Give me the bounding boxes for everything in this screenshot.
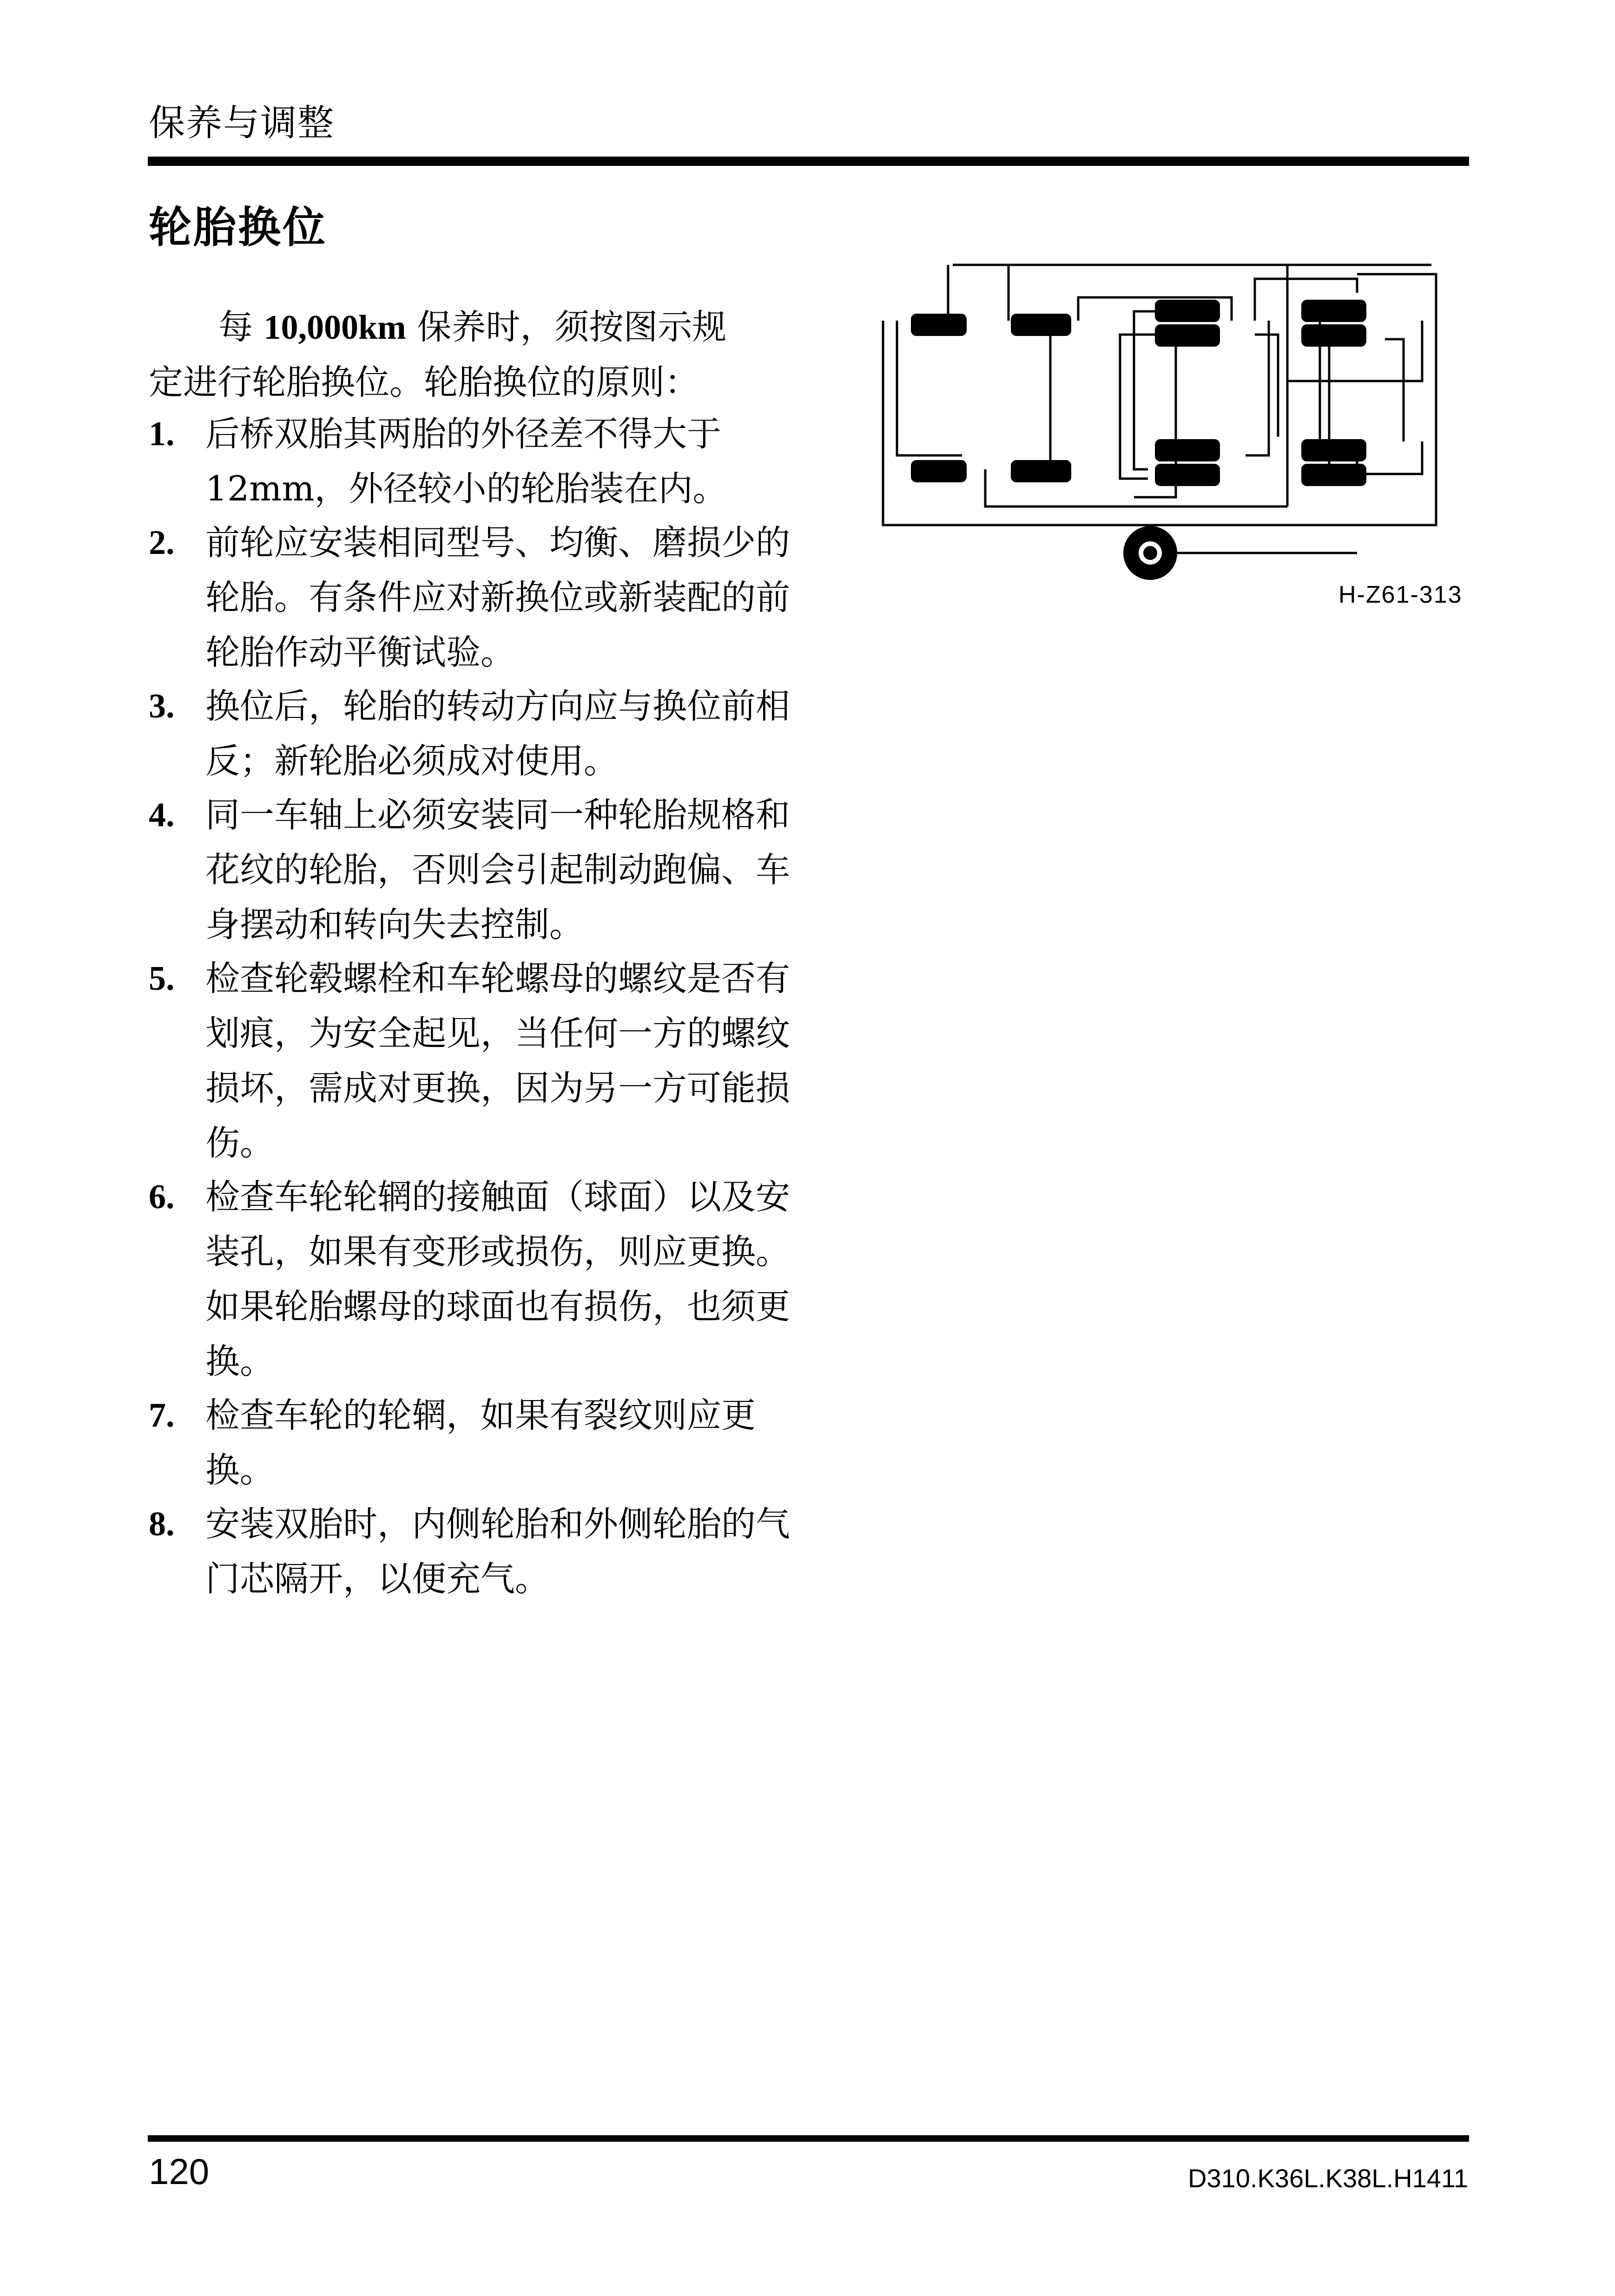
page-number: 120 — [149, 2151, 210, 2192]
tire — [911, 314, 967, 336]
tire — [1155, 464, 1220, 486]
rule-item — [149, 679, 790, 789]
tire — [1301, 324, 1366, 347]
rotation-path — [1385, 339, 1404, 441]
header-rule — [148, 157, 1469, 166]
rule-item — [149, 1497, 790, 1606]
rule-text: 检查车轮的轮辋，如果有裂纹则应更换。 — [205, 1395, 756, 1490]
spare-tire-center — [1143, 546, 1157, 560]
intro-prefix: 每 — [218, 307, 264, 347]
rule-item — [149, 1388, 790, 1498]
rotation-path — [1357, 441, 1422, 474]
tire — [1301, 300, 1366, 322]
intro-paragraph — [149, 300, 790, 410]
rule-text: 前轮应安装相同型号、均衡、磨损少的轮胎。有条件应对新换位或新装配的前轮胎作动平衡试验。 — [205, 523, 790, 672]
rotation-path — [1176, 335, 1190, 441]
tire — [1155, 324, 1220, 347]
tire — [1155, 439, 1220, 461]
rule-number: 8. — [149, 1505, 175, 1543]
rule-item — [149, 1170, 790, 1389]
tire — [1301, 464, 1366, 486]
rule-item — [149, 515, 790, 680]
rotation-path — [1246, 321, 1269, 455]
header-title: 保养与调整 — [149, 102, 335, 144]
tire — [911, 460, 967, 482]
rules-list — [149, 407, 790, 1605]
rotation-path — [897, 321, 962, 455]
tire — [1301, 439, 1366, 461]
rule-text: 同一车轴上必须安装同一种轮胎规格和花纹的轮胎，否则会引起制动跑偏、车身摆动和转向失去控制。 — [205, 795, 790, 945]
section-title: 轮胎换位 — [149, 203, 328, 252]
rule-text: 安装双胎时，内侧轮胎和外侧轮胎的气门芯隔开，以便充气。 — [205, 1504, 790, 1599]
tire — [1155, 300, 1220, 322]
rule-number: 1. — [149, 415, 175, 453]
rule-number: 3. — [149, 687, 175, 725]
intro-interval: 10,000km — [264, 309, 406, 347]
rule-number: 4. — [149, 796, 175, 834]
rotation-path — [1255, 335, 1278, 437]
rule-item — [149, 407, 790, 516]
rule-number: 5. — [149, 960, 175, 998]
footer-rule — [148, 2135, 1469, 2142]
rule-item — [149, 788, 790, 952]
rule-text: 检查轮毂螺栓和车轮螺母的螺纹是否有划痕，为安全起见，当任何一方的螺纹损坏，需成对更换，因为另一方可能损伤。 — [205, 959, 790, 1163]
tire — [1011, 460, 1071, 482]
rule-text: 后桥双胎其两胎的外径差不得大于 12mm，外径较小的轮胎装在内。 — [205, 414, 727, 509]
intro-line-1 — [149, 300, 790, 355]
intro-line-1-rest: 保养时，须按图示规 — [406, 307, 727, 347]
rotation-path — [883, 321, 1143, 525]
rule-text: 检查车轮轮辋的接触面（球面）以及安装孔，如果有变形或损伤，则应更换。如果轮胎螺母的球面也有损伤，也须更换。 — [205, 1177, 790, 1382]
rule-item — [149, 951, 790, 1171]
document-code: D310.K36L.K38L.H1411 — [1188, 2164, 1468, 2193]
tire — [1011, 314, 1071, 336]
rule-number: 6. — [149, 1178, 175, 1216]
tire-rotation-diagram — [874, 246, 1478, 618]
diagram-code: H-Z61-313 — [1338, 581, 1463, 608]
intro-line-2: 定进行轮胎换位。轮胎换位的原则： — [149, 362, 699, 402]
rule-text: 换位后，轮胎的转动方向应与换位前相反；新轮胎必须成对使用。 — [205, 686, 790, 781]
rule-number: 7. — [149, 1396, 175, 1434]
rule-number: 2. — [149, 524, 175, 562]
